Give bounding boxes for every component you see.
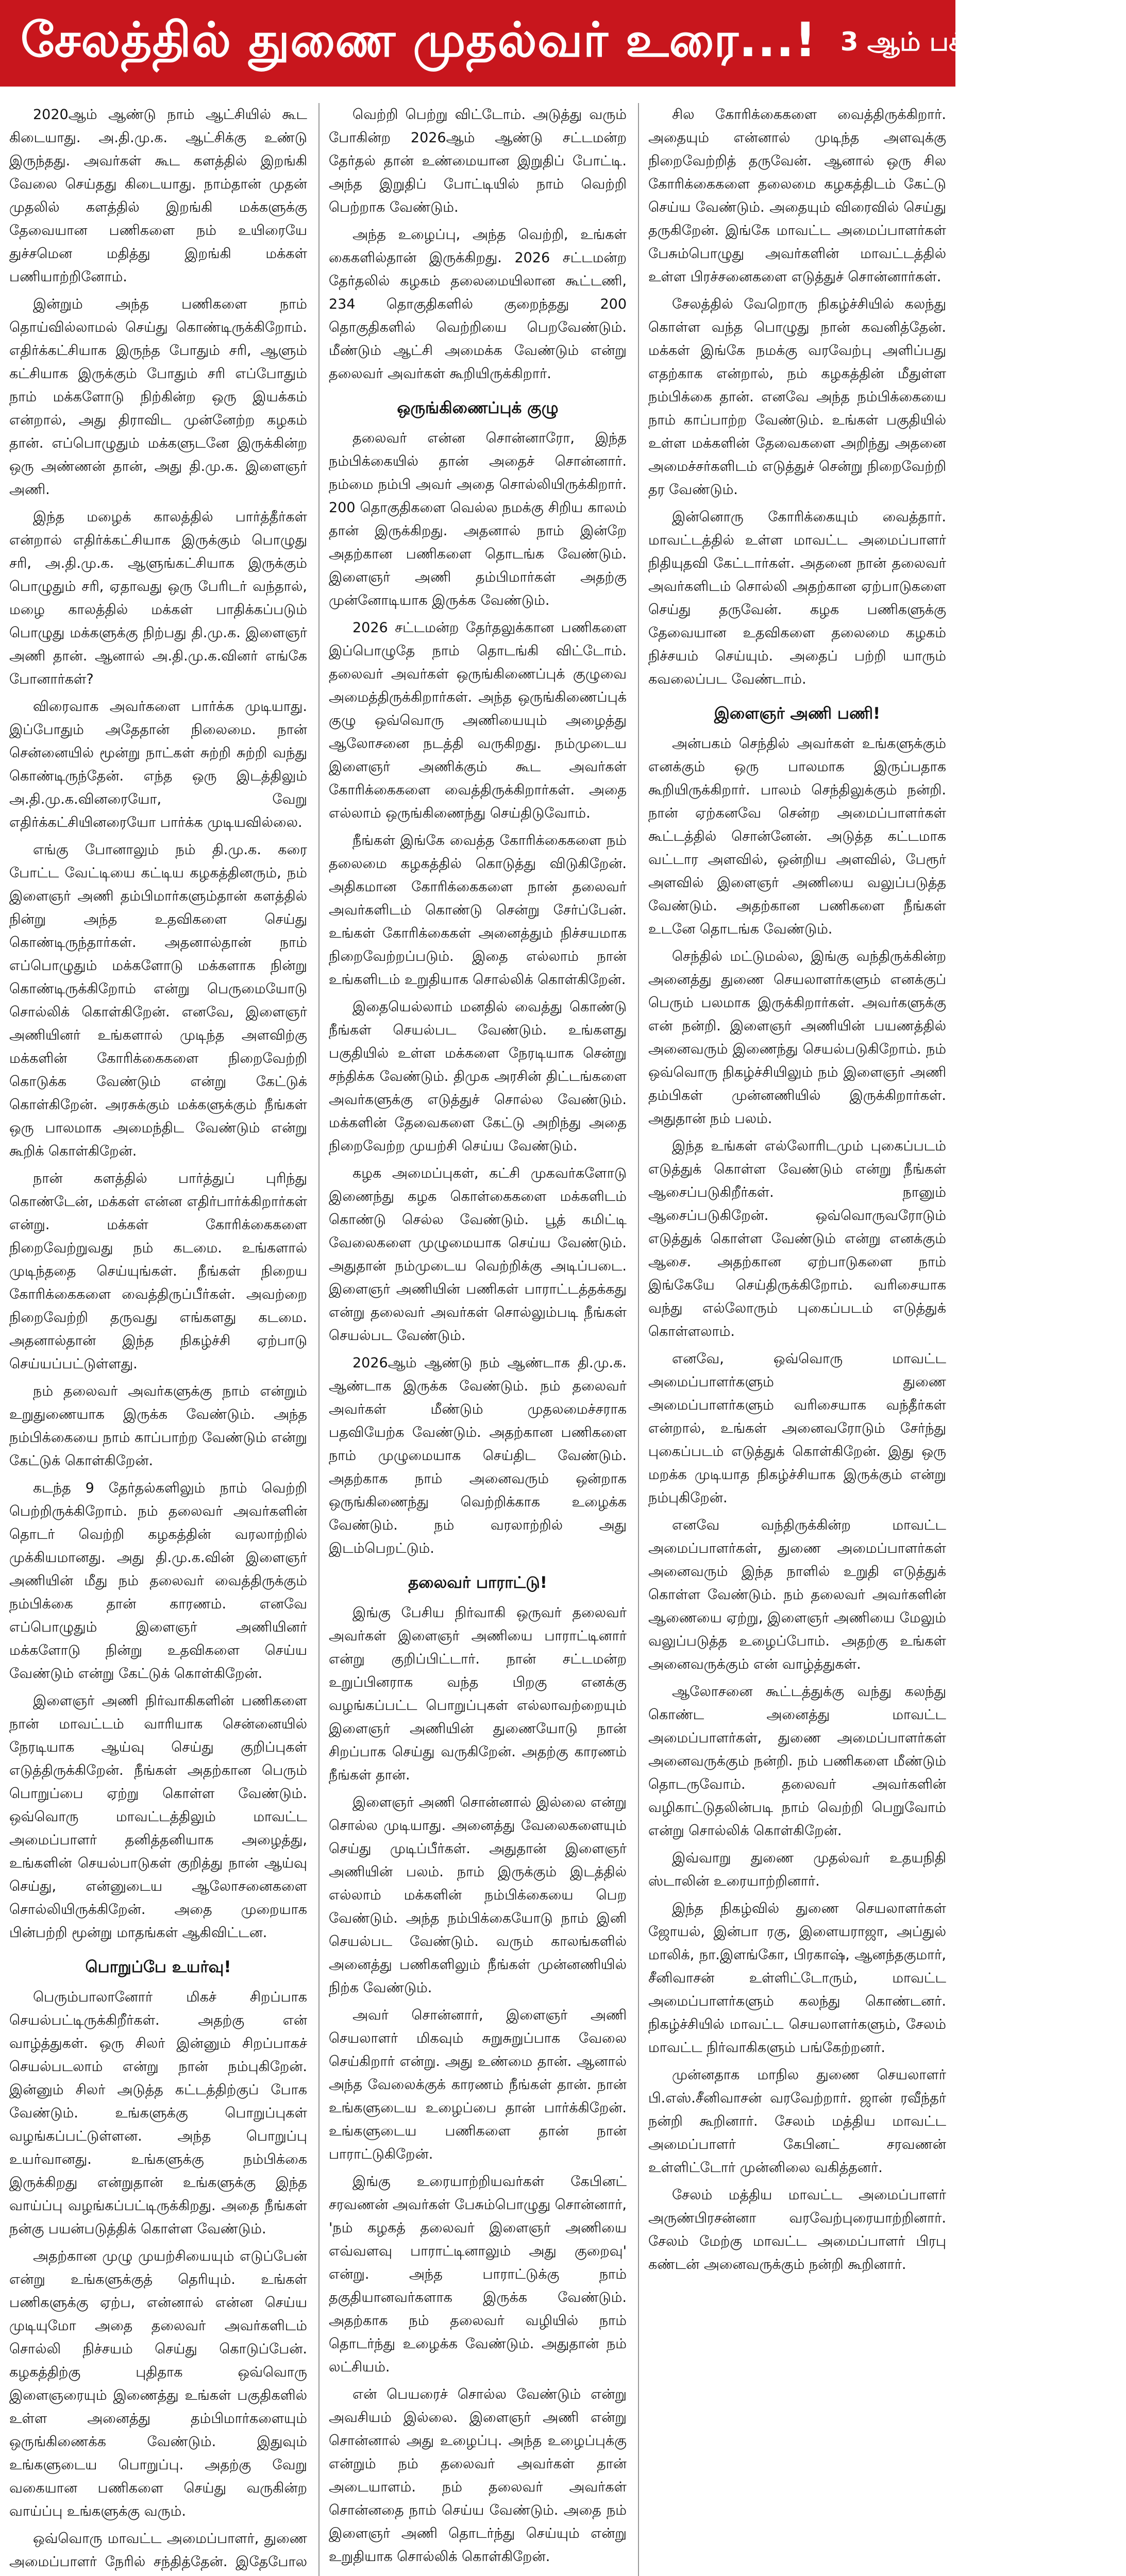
article-paragraph: சேலத்தில் வேறொரு நிகழ்ச்சியில் கலந்து கொள்ள வந்த பொழுது நான் கவனித்தேன். மக்கள் இங்கே நமக்கு வரவேற்பு அளிப்பது எதற்காக என்றால், நம் கழகத்தின் மீதுள்ள நம்பிக்கை தான். எனவே அந்த நம்பிக்கையை நாம் காப்பாற்ற வேண்டும். உங்கள் பகுதியில் உள்ள மக்களின் தேவைகளை அறிந்து அதனை அமைச்சர்களிடம் எடுத்துச் சென்று நிறைவேற்றி தர வேண்டும். [648, 296, 946, 498]
article-paragraph: 2026 சட்டமன்ற தேர்தலுக்கான பணிகளை இப்பொழுதே நாம் தொடங்கி விட்டோம். தலைவர் அவர்கள் ஒருங்கிணைப்புக் குழுவை அமைத்திருக்கிறார்கள். அந்த ஒருங்கிணைப்புக் குழு ஒவ்வொரு அணியையும் அழைத்து ஆலோசனை நடத்தி வருகிறது. நம்முடைய இளைஞர் அணிக்கும் கூட அவர்கள் கோரிக்கைகளை வைத்திருக்கிறார்கள். அதை எல்லாம் ஒருங்கிணைந்து செய்திடுவோம். [329, 620, 627, 821]
article-column-2 [329, 103, 627, 2576]
article-paragraph: விரைவாக அவர்களை பார்க்க முடியாது. இப்போதும் அதேதான் நிலைமை. நான் சென்னையில் மூன்று நாட்கள் சுற்றி சுற்றி வந்து கொண்டிருந்தேன். எந்த ஒரு இடத்திலும் அ.தி.மு.க.வினரையோ, வேறு எதிர்க்கட்சியினரையோ பார்க்க முடியவில்லை. [9, 699, 307, 831]
article-paragraph: அதற்கான முழு முயற்சியையும் எடுப்பேன் என்று உங்களுக்குத் தெரியும். உங்கள் பணிகளுக்கு ஏற்ப, என்னால் என்ன செய்ய முடியுமோ அதை தலைவர் அவர்களிடம் சொல்லி நிச்சயம் செய்து கொடுப்பேன். கழகத்திற்கு புதிதாக ஒவ்வொரு இளைஞரையும் இணைத்து உங்கள் பகுதிகளில் உள்ள அனைத்து தம்பிமார்களையும் ஒருங்கிணைக்க வேண்டும். இதுவும் உங்களுடைய பொறுப்பு. அதற்கு வேறு வகையான பணிகளை செய்து வருகின்ற வாய்ப்பு உங்களுக்கு வரும். [9, 2248, 307, 2519]
article-paragraph [329, 2572, 627, 2576]
article-paragraph: எனவே வந்திருக்கின்ற மாவட்ட அமைப்பாளர்கள், துணை அமைப்பாளர்கள் அனைவரும் இந்த நாளில் உறுதி எடுத்துக் கொள்ள வேண்டும். நம் தலைவர் அவர்களின் ஆணையை ஏற்று, இளைஞர் அணியை மேலும் வலுப்படுத்த உழைப்போம். அதற்கு உங்கள் அனைவருக்கும் என் வாழ்த்துகள். [648, 1517, 946, 1672]
article-paragraph: இன்னொரு கோரிக்கையும் வைத்தார். மாவட்டத்தில் உள்ள மாவட்ட அமைப்பாளர் நிதியுதவி கேட்டார்கள். அதனை நான் தலைவர் அவர்களிடம் சொல்லி அதற்கான ஏற்பாடுகளை செய்து தருவேன். கழக பணிகளுக்கு தேவையான உதவிகளை தலைமை கழகம் நிச்சயம் செய்யும். அதைப் பற்றி யாரும் கவலைப்பட வேண்டாம். [648, 509, 946, 687]
article-paragraph: இவ்வாறு துணை முதல்வர் உதயநிதி ஸ்டாலின் உரையாற்றினார். [648, 1850, 946, 1889]
article-paragraph: செந்தில் மட்டுமல்ல, இங்கு வந்திருக்கின்ற அனைத்து துணை செயலாளர்களும் எனக்குப் பெரும் பலமாக இருக்கிறார்கள். அவர்களுக்கு என் நன்றி. இளைஞர் அணியின் பயணத்தில் அனைவரும் இணைந்து செயல்படுகிறோம். நம் ஒவ்வொரு நிகழ்ச்சியிலும் நம் இளைஞர் அணி தம்பிகள் முன்னணியில் இருக்கிறார்கள். அதுதான் நம் பலம். [648, 948, 946, 1127]
continuation-note: 3 ஆம் பக்கத் தொடர்ச்சி [840, 26, 1126, 57]
section-subheading: இளைஞர் அணி பணி! [714, 704, 881, 723]
article-paragraph: அன்பகம் செந்தில் அவர்கள் உங்களுக்கும் எனக்கும் ஒரு பாலமாக இருப்பதாக கூறியிருக்கிறார். பாலம் செந்திலுக்கும் நன்றி. நான் ஏற்கனவே சென்ற அமைப்பாளர்கள் கூட்டத்தில் சொன்னேன். அடுத்த கட்டமாக வட்டார அளவில், ஒன்றிய அளவில், பேரூர் அளவில் இளைஞர் அணியை வலுப்படுத்த வேண்டும். அதற்கான பணிகளை நீங்கள் உடனே தொடங்க வேண்டும். [648, 736, 946, 937]
headline-title: சேலத்தில் துணை முதல்வர் உரை...! [21, 12, 817, 67]
section-subheading: ஒருங்கிணைப்புக் குழு [397, 399, 559, 417]
article-paragraph: சில கோரிக்கைகளை வைத்திருக்கிறார். அதையும் என்னால் முடிந்த அளவுக்கு நிறைவேற்றித் தருவேன். ஆனால் ஒரு சில கோரிக்கைகளை தலைமை கழகத்திடம் கேட்டு செய்ய வேண்டும். அதையும் விரைவில் செய்து தருகிறேன். இங்கே மாவட்ட அமைப்பாளர்கள் பேசும்பொழுது அவர்களின் மாவட்டத்தில் உள்ள பிரச்சனைகளை எடுத்துச் சொன்னார்கள். [648, 107, 946, 285]
article-paragraph: 2020ஆம் ஆண்டு நாம் ஆட்சியில் கூட கிடையாது. அ.தி.மு.க. ஆட்சிக்கு உண்டு இருந்தது. அவர்கள் கூட களத்தில் இறங்கி வேலை செய்தது கிடையாது. நாம்தான் முதன் முதலில் களத்தில் இறங்கி மக்களுக்கு தேவையான பணிகளை நம் உயிரையே துச்சமென மதித்து இறங்கி மக்கள் பணியாற்றினோம். [9, 107, 307, 285]
article-paragraph: எனவே, ஒவ்வொரு மாவட்ட அமைப்பாளர்களும் துணை அமைப்பாளர்களும் வரிசையாக வந்தீர்கள் என்றால், உங்கள் அனைவரோடும் சேர்ந்து புகைப்படம் எடுத்துக் கொள்கிறேன். இது ஒரு மறக்க முடியாத நிகழ்ச்சியாக இருக்கும் என்று நம்புகிறேன். [648, 1351, 946, 1506]
article-paragraph: அந்த உழைப்பு, அந்த வெற்றி, உங்கள் கைகளில்தான் இருக்கிறது. 2026 சட்டமன்ற தேர்தலில் கழகம் தலைமையிலான கூட்டணி, 234 தொகுதிகளில் குறைந்தது 200 தொகுதிகளில் வெற்றியை பெறவேண்டும். மீண்டும் ஆட்சி அமைக்க வேண்டும் என்று தலைவர் அவர்கள் கூறியிருக்கிறார். [329, 227, 627, 382]
article-paragraph: இதையெல்லாம் மனதில் வைத்து கொண்டு நீங்கள் செயல்பட வேண்டும். உங்களது பகுதியில் உள்ள மக்களை நேரடியாக சென்று சந்திக்க வேண்டும். திமுக அரசின் திட்டங்களை அவர்களுக்கு எடுத்துச் சொல்ல வேண்டும். மக்களின் தேவைகளை கேட்டு அறிந்து அதை நிறைவேற்ற முயற்சி செய்ய வேண்டும். [329, 999, 627, 1154]
article-paragraph: எங்கு போனாலும் நம் தி.மு.க. கரை போட்ட வேட்டியை கட்டிய கழகத்தினரும், நம் இளைஞர் அணி தம்பிமார்களும்தான் களத்தில் நின்று அந்த உதவிகளை செய்து கொண்டிருந்தார்கள். அதனால்தான் நாம் எப்பொழுதும் மக்களோடு மக்களாக நின்று கொண்டிருக்கிறோம் என்று பெருமையோடு சொல்லிக் கொள்கிறேன். எனவே, இளைஞர் அணியினர் உங்களால் முடிந்த அளவிற்கு மக்களின் கோரிக்கைகளை நிறைவேற்றி கொடுக்க வேண்டும் என்று கேட்டுக் கொள்கிறேன். அரசுக்கும் மக்களுக்கும் நீங்கள் ஒரு பாலமாக அமைந்திட வேண்டும் என்று கூறிக் கொள்கிறேன். [9, 842, 307, 1159]
article-column-3 [648, 103, 946, 2576]
section-subheading: தலைவர் பாராட்டு! [408, 1573, 547, 1592]
article-paragraph: 2026ஆம் ஆண்டு நம் ஆண்டாக தி.மு.க. ஆண்டாக இருக்க வேண்டும். நம் தலைவர் அவர்கள் மீண்டும் முதலமைச்சராக பதவியேற்க வேண்டும். அதற்கான பணிகளை நாம் முழுமையாக செய்திட வேண்டும். அதற்காக நாம் அனைவரும் ஒன்றாக ஒருங்கிணைந்து வெற்றிக்காக உழைக்க வேண்டும். நம் வரலாற்றில் அது இடம்பெறட்டும். [329, 1355, 627, 1556]
article-paragraph: இந்த உங்கள் எல்லோரிடமும் புகைப்படம் எடுத்துக் கொள்ள வேண்டும் என்று நீங்கள் ஆசைப்படுகிறீர்கள். நானும் ஆசைப்படுகிறேன். ஒவ்வொருவரோடும் எடுத்துக் கொள்ள வேண்டும் என்று எனக்கும் ஆசை. அதற்கான ஏற்பாடுகளை நாம் இங்கேயே செய்திருக்கிறோம். வரிசையாக வந்து எல்லோரும் புகைப்படம் எடுத்துக் கொள்ளலாம். [648, 1138, 946, 1340]
article-paragraph: சேலம் மத்திய மாவட்ட அமைப்பாளர் அருண்பிரசன்னா வரவேற்புரையாற்றினார். சேலம் மேற்கு மாவட்ட அமைப்பாளர் பிரபு கண்டன் அனைவருக்கும் நன்றி கூறினார். [648, 2187, 946, 2273]
article-paragraph: நம் தலைவர் அவர்களுக்கு நாம் என்றும் உறுதுணையாக இருக்க வேண்டும். அந்த நம்பிக்கையை நாம் காப்பாற்ற வேண்டும் என்று கேட்டுக் கொள்கிறேன். [9, 1383, 307, 1469]
article-paragraph: கழக அமைப்புகள், கட்சி முகவர்களோடு இணைந்து கழக கொள்கைகளை மக்களிடம் கொண்டு செல்ல வேண்டும். பூத் கமிட்டி வேலைகளை முழுமையாக செய்ய வேண்டும். அதுதான் நம்முடைய வெற்றிக்கு அடிப்படை. இளைஞர் அணியின் பணிகள் பாராட்டத்தக்கது என்று தலைவர் அவர்கள் சொல்லும்படி நீங்கள் செயல்பட வேண்டும். [329, 1165, 627, 1344]
article-paragraph: இந்த நிகழ்வில் துணை செயலாளர்கள் ஜோயல், இன்பா ரகு, இளையராஜா, அப்துல் மாலிக், நா.இளங்கோ, பிரகாஷ், ஆனந்தகுமார், சீனிவாசன் உள்ளிட்டோரும், மாவட்ட அமைப்பாளர்களும் கலந்து கொண்டனர். நிகழ்ச்சியில் மாவட்ட செயலாளர்களும், சேலம் மாவட்ட நிர்வாகிகளும் பங்கேற்றனர். [648, 1901, 946, 2056]
article-paragraph: அவர் சொன்னார், இளைஞர் அணி செயலாளர் மிகவும் சுறுசுறுப்பாக வேலை செய்கிறார் என்று. அது உண்மை தான். ஆனால் அந்த வேலைக்குக் காரணம் நீங்கள் தான். நான் உங்களுடைய உழைப்பை தான் பார்க்கிறேன். உங்களுடைய பணிகளை தான் நான் பாராட்டுகிறேன். [329, 2007, 627, 2162]
article-paragraph: நான் களத்தில் பார்த்துப் புரிந்து கொண்டேன், மக்கள் என்ன எதிர்பார்க்கிறார்கள் என்று. மக்கள் கோரிக்கைகளை நிறைவேற்றுவது நம் கடமை. உங்களால் முடிந்ததை செய்யுங்கள். நீங்கள் நிறைய கோரிக்கைகளை வைத்திருப்பீர்கள். அவற்றை நிறைவேற்றி தருவது எங்களது கடமை. அதனால்தான் இந்த நிகழ்ச்சி ஏற்பாடு செய்யப்பட்டுள்ளது. [9, 1171, 307, 1372]
article-paragraph: ஆலோசனை கூட்டத்துக்கு வந்து கலந்து கொண்ட அனைத்து மாவட்ட அமைப்பாளர்கள், துணை அமைப்பாளர்கள் அனைவருக்கும் நன்றி. நம் பணிகளை மீண்டும் தொடருவோம். தலைவர் அவர்களின் வழிகாட்டுதலின்படி நாம் வெற்றி பெறுவோம் என்று சொல்லிக் கொள்கிறேன். [648, 1684, 946, 1839]
article-paragraph: முன்னதாக மாநில துணை செயலாளர் பி.எஸ்.சீனிவாசன் வரவேற்றார். ஜான் ரவீந்தர் நன்றி கூறினார். சேலம் மத்திய மாவட்ட அமைப்பாளர் கேபினட் சரவணன் உள்ளிட்டோர் முன்னிலை வகித்தனர். [648, 2067, 946, 2176]
article-paragraph: இங்கு உரையாற்றியவர்கள் கேபினட் சரவணன் அவர்கள் பேசும்பொழுது சொன்னார், 'நம் கழகத் தலைவர் இளைஞர் அணியை எவ்வளவு பாராட்டினாலும் அது குறைவு' என்று. அந்த பாராட்டுக்கு நாம் தகுதியானவர்களாக இருக்க வேண்டும். அதற்காக நம் தலைவர் வழியில் நாம் தொடர்ந்து உழைக்க வேண்டும். அதுதான் நம் லட்சியம். [329, 2174, 627, 2375]
article-paragraph: இங்கு பேசிய நிர்வாகி ஒருவர் தலைவர் அவர்கள் இளைஞர் அணியை பாராட்டினார் என்று குறிப்பிட்டார். நான் சட்டமன்ற உறுப்பினராக வந்த பிறகு எனக்கு வழங்கப்பட்ட பொறுப்புகள் எல்லாவற்றையும் இளைஞர் அணியின் துணையோடு நான் சிறப்பாக செய்து வருகிறேன். அதற்கு காரணம் நீங்கள் தான். [329, 1605, 627, 1783]
article-paragraph: கடந்த 9 தேர்தல்களிலும் நாம் வெற்றி பெற்றிருக்கிறோம். நம் தலைவர் அவர்களின் தொடர் வெற்றி கழகத்தின் வரலாற்றில் முக்கியமானது. அது தி.மு.க.வின் இளைஞர் அணியின் மீது நம் தலைவர் வைத்திருக்கும் நம்பிக்கை தான் காரணம். எனவே எப்பொழுதும் இளைஞர் அணியினர் மக்களோடு நின்று உதவிகளை செய்ய வேண்டும் என்று கேட்டுக் கொள்கிறேன். [9, 1480, 307, 1682]
article-paragraph: தலைவர் என்ன சொன்னாரோ, இந்த நம்பிக்கையில் தான் அதைச் சொன்னார். நம்மை நம்பி அவர் அதை சொல்லியிருக்கிறார். 200 தொகுதிகளை வெல்ல நமக்கு சிறிய காலம் தான் இருக்கிறது. அதனால் நாம் இன்றே அதற்கான பணிகளை தொடங்க வேண்டும். இளைஞர் அணி தம்பிமார்கள் அதற்கு முன்னோடியாக இருக்க வேண்டும். [329, 430, 627, 608]
article-paragraph: இளைஞர் அணி சொன்னால் இல்லை என்று சொல்ல முடியாது. அனைத்து வேலைகளையும் செய்து முடிப்பீர்கள். அதுதான் இளைஞர் அணியின் பலம். நாம் இருக்கும் இடத்தில் எல்லாம் மக்களின் நம்பிக்கையை பெற வேண்டும். அந்த நம்பிக்கையோடு நாம் இனி செயல்பட வேண்டும். வரும் காலங்களில் அனைத்து பணிகளிலும் நீங்கள் முன்னணியில் நிற்க வேண்டும். [329, 1794, 627, 1996]
headline-banner [0, 0, 1126, 87]
article-paragraph: ஒவ்வொரு மாவட்ட அமைப்பாளர், துணை அமைப்பாளர் நேரில் சந்தித்தேன். இதேபோல [9, 2531, 307, 2570]
article-column-1 [9, 103, 307, 2576]
column-divider [638, 103, 639, 2576]
article-paragraph: இன்றும் அந்த பணிகளை நாம் தொய்வில்லாமல் செய்து கொண்டிருக்கிறோம். எதிர்க்கட்சியாக இருந்த போதும் சரி, ஆளும் கட்சியாக இருக்கும் போதும் சரி எப்போதும் நாம் மக்களோடு நிற்கின்ற ஒரு இயக்கம் என்றால், அது திராவிட முன்னேற்ற கழகம் தான். எப்பொழுதும் மக்களுடனே இருக்கின்ற ஒரு அண்ணன் தான், அது தி.மு.க. இளைஞர் அணி. [9, 296, 307, 498]
article-paragraph: என் பெயரைச் சொல்ல வேண்டும் என்று அவசியம் இல்லை. இளைஞர் அணி என்று சொன்னால் அது உழைப்பு. அந்த உழைப்புக்கு என்றும் நம் தலைவர் அவர்கள் தான் அடையாளம். நம் தலைவர் அவர்கள் சொன்னதை நாம் செய்ய வேண்டும். அதை நம் இளைஞர் அணி தொடர்ந்து செய்யும் என்று உறுதியாக சொல்லிக் கொள்கிறேன். [329, 2386, 627, 2565]
article-paragraph: வெற்றி பெற்று விட்டோம். அடுத்து வரும் போகின்ற 2026ஆம் ஆண்டு சட்டமன்ற தேர்தல் தான் உண்மையான இறுதிப் போட்டி. அந்த இறுதிப் போட்டியில் நாம் வெற்றி பெற்றாக வேண்டும். [329, 107, 627, 215]
article-paragraph: இந்த மழைக் காலத்தில் பார்த்தீர்கள் என்றால் எதிர்க்கட்சியாக இருக்கும் பொழுது சரி, அ.தி.மு.க. ஆளுங்கட்சியாக இருக்கும் பொழுதும் சரி, ஏதாவது ஒரு பேரிடர் வந்தால், மழை காலத்தில் மக்கள் பாதிக்கப்படும் பொழுது மக்களுக்கு நிற்பது தி.மு.க. இளைஞர் அணி தான். ஆனால் அ.தி.மு.க.வினர் எங்கே போனார்கள்? [9, 509, 307, 687]
article-paragraph: இளைஞர் அணி நிர்வாகிகளின் பணிகளை நான் மாவட்டம் வாரியாக சென்னையில் நேரடியாக ஆய்வு செய்து குறிப்புகள் எடுத்திருக்கிறேன். நீங்கள் அதற்கான பெரும் பொறுப்பை ஏற்று கொள்ள வேண்டும். ஒவ்வொரு மாவட்டத்திலும் மாவட்ட அமைப்பாளர் தனித்தனியாக அழைத்து, உங்களின் செயல்பாடுகள் குறித்து நான் ஆய்வு செய்து, என்னுடைய ஆலோசனைகளை சொல்லியிருக்கிறேன். அதை முறையாக பின்பற்றி மூன்று மாதங்கள் ஆகிவிட்டன. [9, 1693, 307, 1941]
column-divider [318, 103, 320, 2576]
article-paragraph: பெரும்பாலானோர் மிகச் சிறப்பாக செயல்பட்டிருக்கிறீர்கள். அதற்கு என் வாழ்த்துகள். ஒரு சிலர் இன்னும் சிறப்பாகச் செயல்படலாம் என்று நான் நம்புகிறேன். இன்னும் சிலர் அடுத்த கட்டத்திற்குப் போக வேண்டும். உங்களுக்கு பொறுப்புகள் வழங்கப்பட்டுள்ளன. அந்த பொறுப்பு உயர்வானது. உங்களுக்கு நம்பிக்கை இருக்கிறது என்றுதான் உங்களுக்கு இந்த வாய்ப்பு வழங்கப்பட்டிருக்கிறது. அதை நீங்கள் நன்கு பயன்படுத்திக் கொள்ள வேண்டும். [9, 1989, 307, 2237]
article-paragraph: நீங்கள் இங்கே வைத்த கோரிக்கைகளை நம் தலைமை கழகத்தில் கொடுத்து விடுகிறேன். அதிகமான கோரிக்கைகளை நான் தலைவர் அவர்களிடம் கொண்டு சென்று சேர்ப்பேன். உங்கள் கோரிக்கைகள் அனைத்தும் நிச்சயமாக நிறைவேற்றப்படும். இதை எல்லாம் நான் உங்களிடம் உறுதியாக சொல்லிக் கொள்கிறேன். [329, 833, 627, 988]
section-subheading: பொறுப்பே உயர்வு! [85, 1958, 231, 1976]
